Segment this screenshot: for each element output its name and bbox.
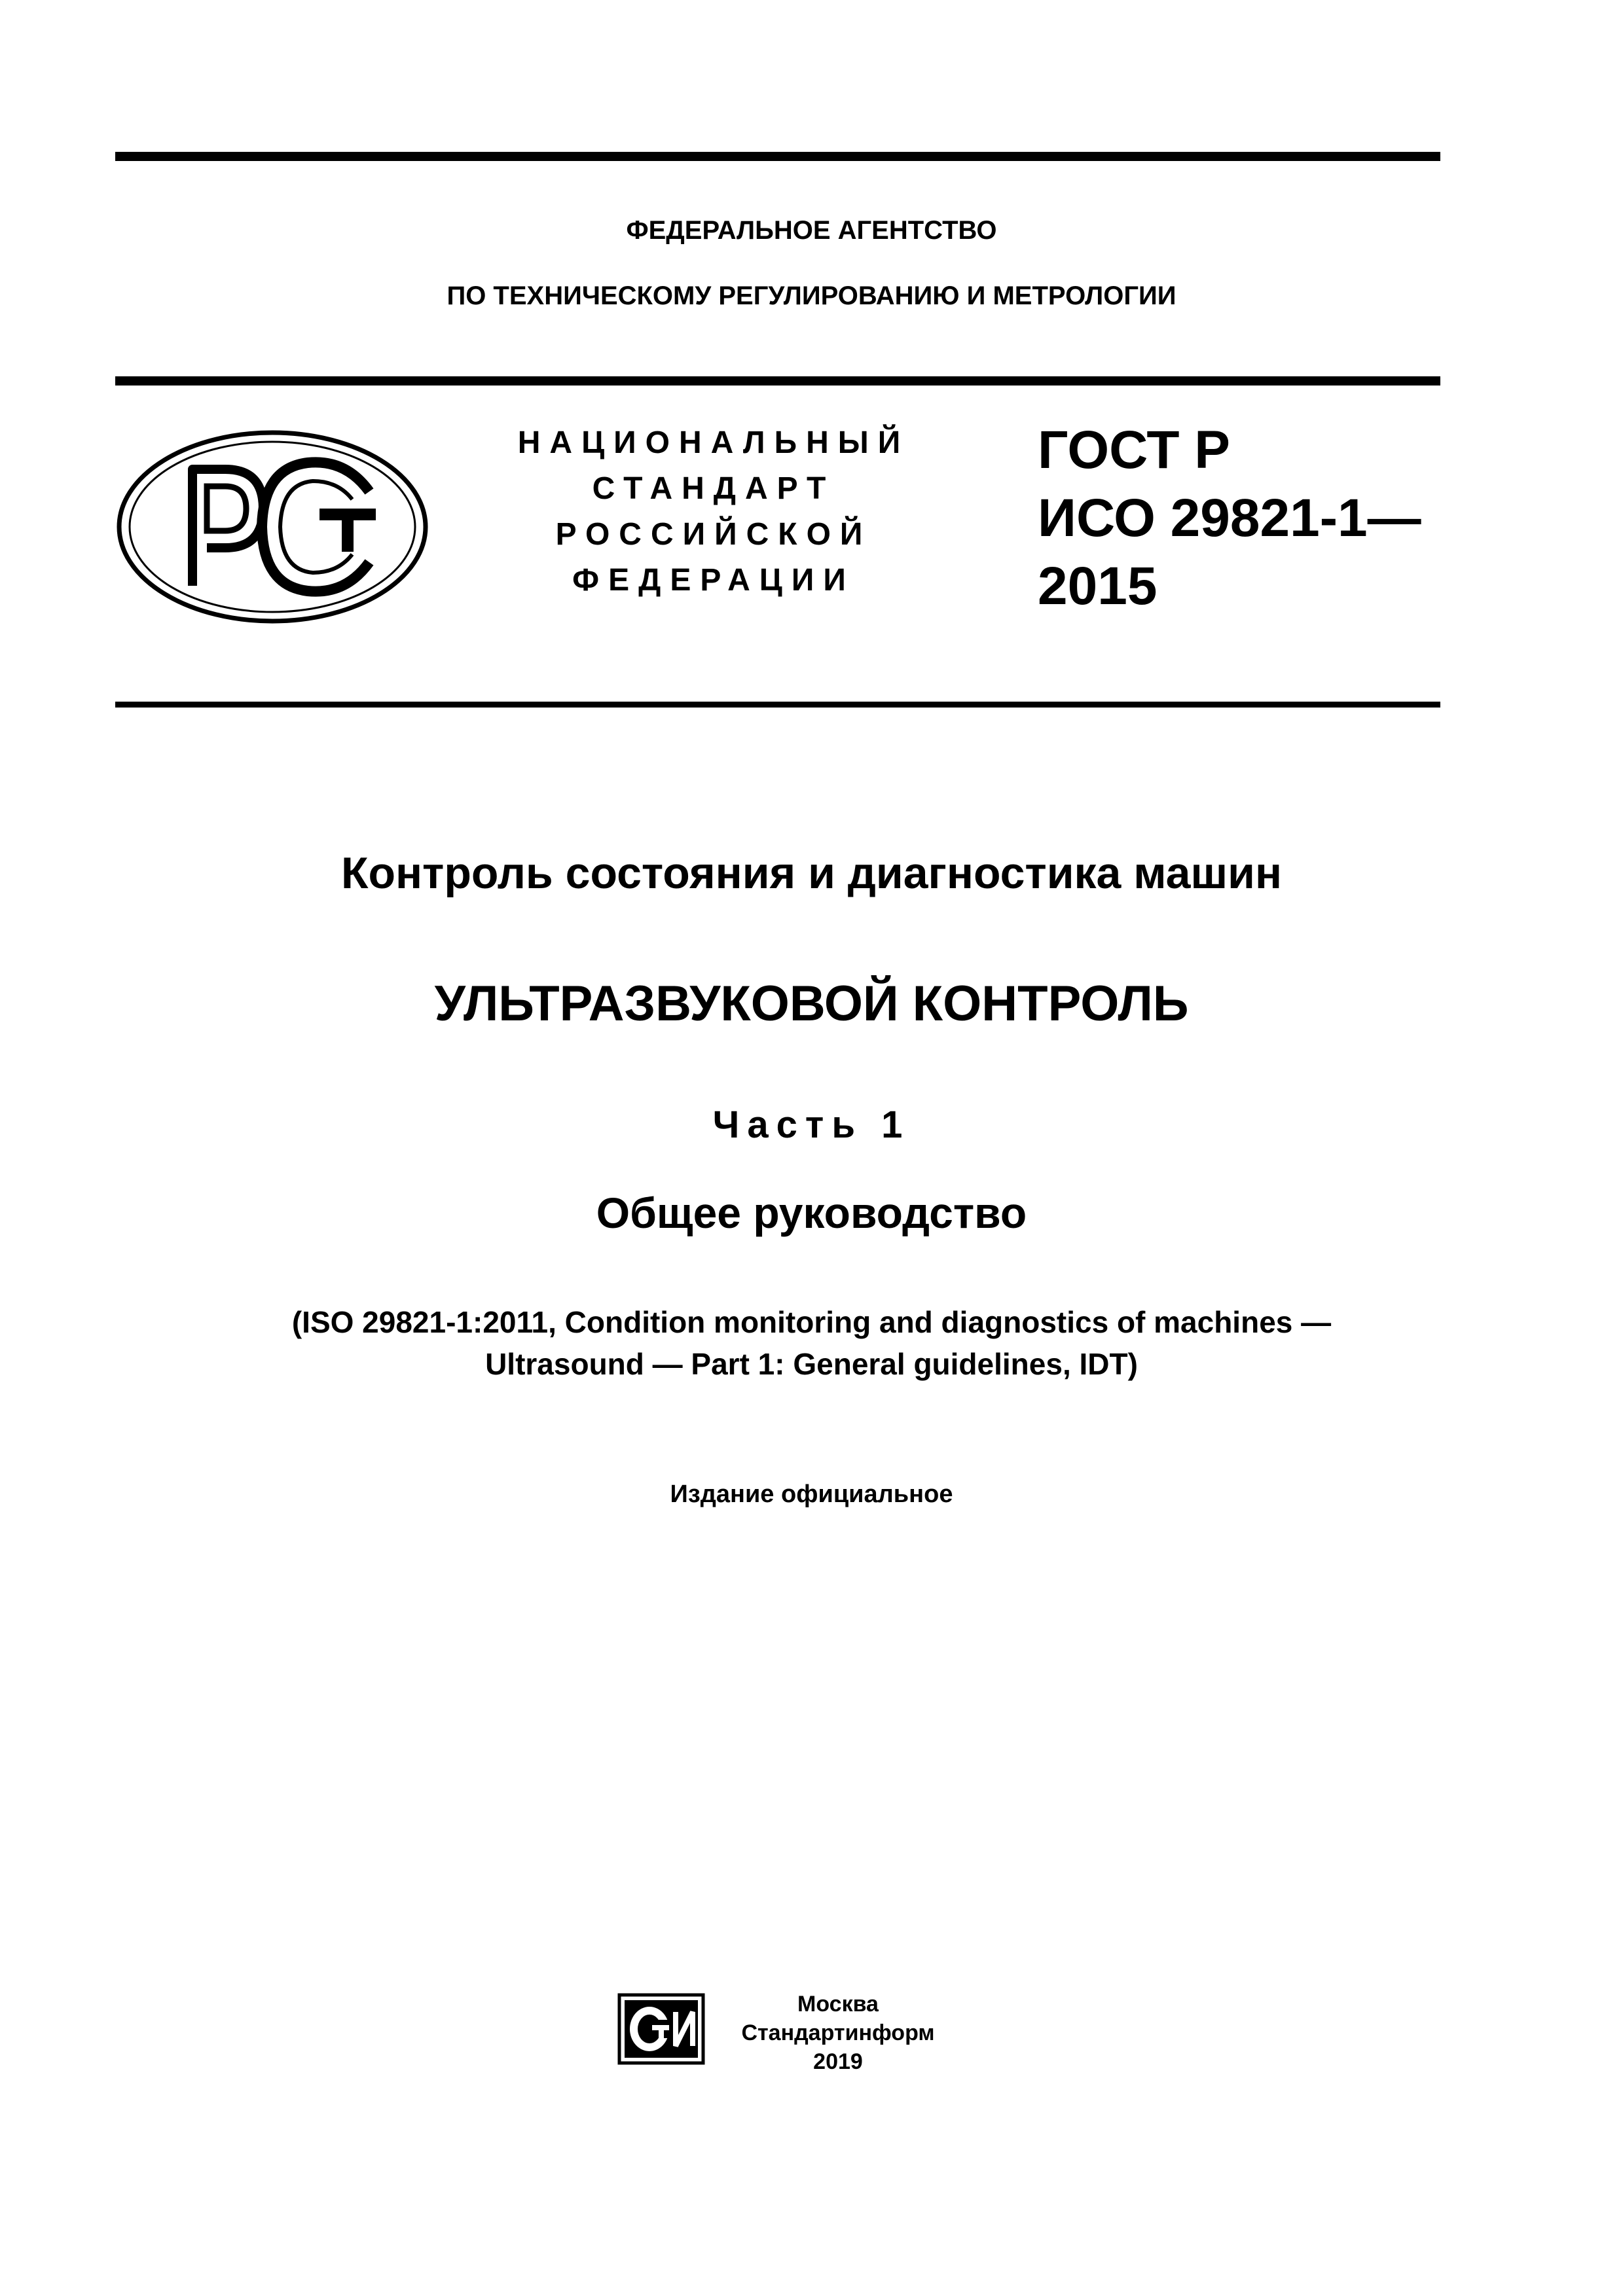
publisher-city: Москва xyxy=(797,1992,879,2017)
national-line-4: ФЕДЕРАЦИИ xyxy=(572,563,855,598)
agency-line-2: ПО ТЕХНИЧЕСКОМУ РЕГУЛИРОВАНИЮ И МЕТРОЛОГИИ xyxy=(447,281,1176,310)
document-part: Часть 1 xyxy=(712,1103,911,1146)
national-line-1: НАЦИОНАЛЬНЫЙ xyxy=(517,425,910,460)
document-part-title: Общее руководство xyxy=(596,1189,1027,1237)
iso-reference xyxy=(0,1301,1623,1385)
national-line-3: РОССИЙСКОЙ xyxy=(555,517,872,552)
iso-reference-line-1: (ISO 29821-1:2011, Condition monitoring and diagnostics of machines — xyxy=(291,1305,1332,1339)
publisher-name: Стандартинформ xyxy=(741,2020,935,2045)
publication-year: 2019 xyxy=(813,2049,863,2074)
agency-line-1: ФЕДЕРАЛЬНОЕ АГЕНТСТВО xyxy=(626,216,997,245)
designation-line-1: ГОСТ Р xyxy=(1038,420,1230,480)
bottom-rule xyxy=(115,702,1440,708)
rst-seal-icon xyxy=(115,429,429,625)
designation-line-3: 2015 xyxy=(1038,556,1158,616)
publisher-block xyxy=(733,1990,943,2076)
document-subtitle: УЛЬТРАЗВУКОВОЙ КОНТРОЛЬ xyxy=(434,976,1189,1031)
middle-rule xyxy=(115,376,1440,386)
iso-reference-line-2: Ultrasound — Part 1: General guidelines, IDT) xyxy=(485,1347,1138,1381)
top-rule xyxy=(115,152,1440,161)
standartinform-logo-icon xyxy=(615,1990,707,2068)
national-line-2: СТАНДАРТ xyxy=(592,471,835,506)
designation-line-2: ИСО 29821-1— xyxy=(1038,488,1421,548)
standard-designation xyxy=(1038,416,1421,620)
national-standard-label xyxy=(484,420,943,603)
edition-label: Издание официальное xyxy=(670,1480,953,1508)
document-title: Контроль состояния и диагностика машин xyxy=(340,848,1283,898)
